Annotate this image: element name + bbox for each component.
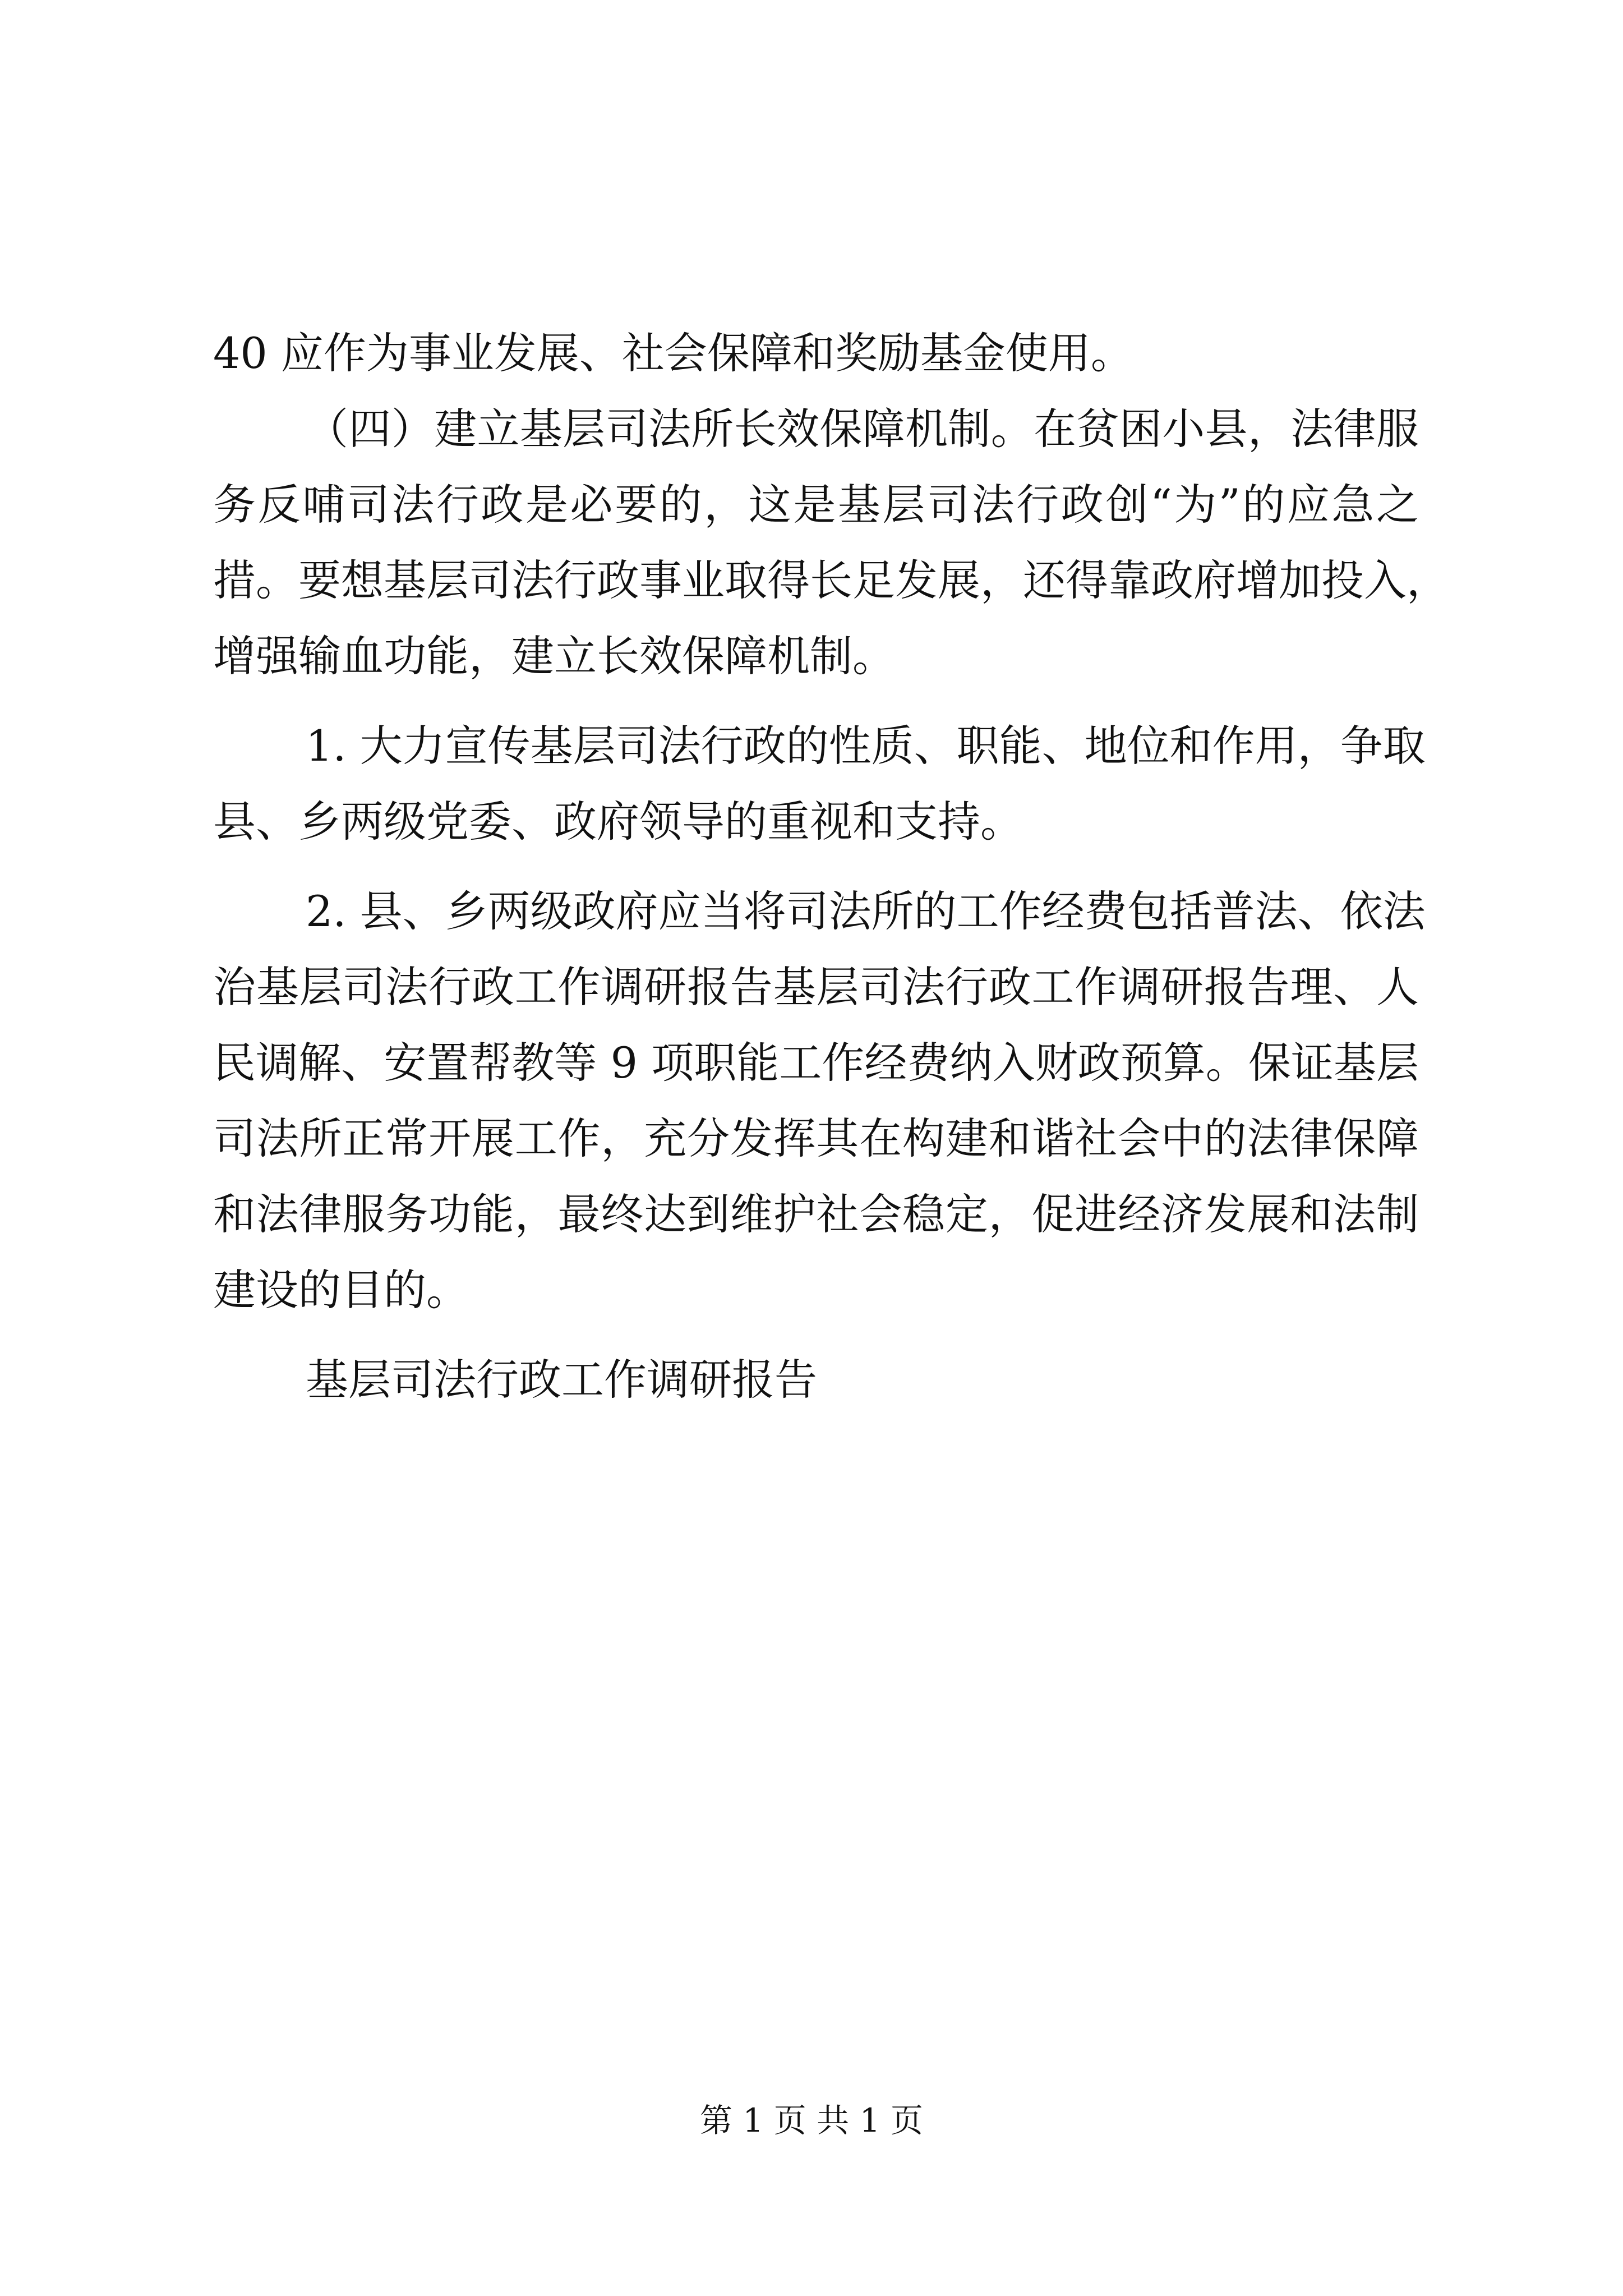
text-line: 1. 大力宣传基层司法行政的性质、职能、地位和作用，争取 [306, 721, 1426, 771]
text-line: 2. 县、乡两级政府应当将司法所的工作经费包括普法、依法 [306, 886, 1426, 936]
text-line: 司法所正常开展工作，充分发挥其在构建和谐社会中的法律保障 [213, 1114, 1419, 1163]
text-line: 40 应作为事业发展、社会保障和奖励基金使用。 [213, 328, 1133, 378]
text-line: 县、乡两级党委、政府领导的重视和支持。 [213, 797, 1023, 846]
text-line: 务反哺司法行政是必要的，这是基层司法行政创“为”的应急之 [213, 480, 1419, 530]
page-number-footer: 第 1 页 共 1 页 [700, 2101, 923, 2139]
text-line: 建设的目的。 [213, 1265, 469, 1315]
text-line: 基层司法行政工作调研报告 [306, 1355, 817, 1405]
text-line: 增强输血功能，建立长效保障机制。 [213, 631, 895, 681]
text-line: 民调解、安置帮教等 9 项职能工作经费纳入财政预算。保证基层 [213, 1038, 1419, 1088]
text-line: 措。要想基层司法行政事业取得长足发展，还得靠政府增加投入， [213, 555, 1449, 605]
text-line: 和法律服务功能，最终达到维护社会稳定，促进经济发展和法制 [213, 1189, 1419, 1239]
text-line: （四）建立基层司法所长效保障机制。在贫困小县，法律服 [306, 404, 1419, 454]
text-line: 治基层司法行政工作调研报告基层司法行政工作调研报告理、人 [213, 962, 1419, 1012]
